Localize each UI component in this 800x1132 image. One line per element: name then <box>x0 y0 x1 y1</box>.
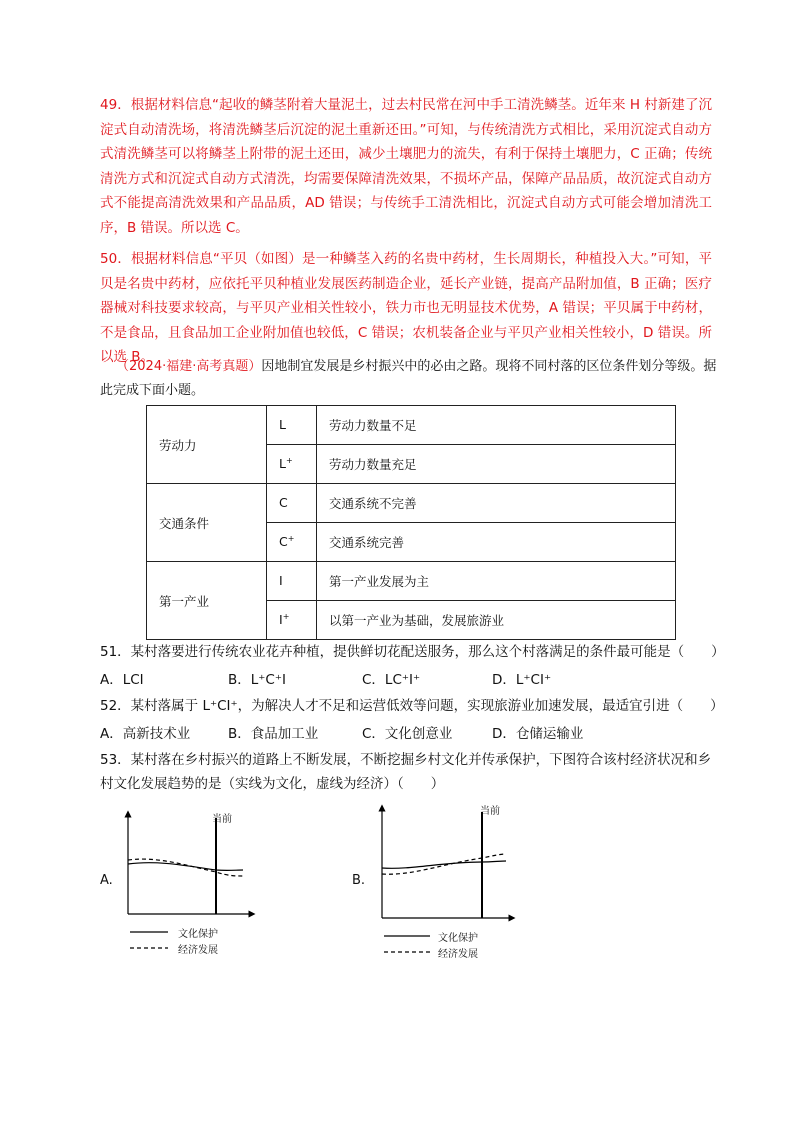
legend-economy: 经济发展 <box>178 945 218 956</box>
table-desc: 劳动力数量不足 <box>317 406 676 445</box>
legend-economy: 经济发展 <box>438 949 478 960</box>
table-category: 劳动力 <box>147 406 267 484</box>
figure-b-letter[interactable]: B. <box>352 873 366 888</box>
source-tag: （2024·福建·高考真题） <box>116 359 262 374</box>
question-intro <box>100 355 720 403</box>
table-category: 第一产业 <box>147 562 267 640</box>
question-51: 51．某村落要进行传统农业花卉种植，提供鲜切花配送服务，那么这个村落满足的条件最可能是（ ） <box>100 644 725 660</box>
economy-line <box>128 859 243 876</box>
answer-50: 50．根据材料信息“平贝（如图）是一种鳞茎入药的名贵中药材，生长周期长，种植投入大。”可知，平贝是名贵中药材，应依托平贝种植业发展医药制造企业，延长产业链，提高产品附加值，B 正确；医疗器械对科技要求较高，与平贝产业相关性较小，铁力市也无明显技术优势，A 错误；平贝属于中药材，不是食品，且食品加工企业附加值也较低，C 错误；农机装备企业与平贝产业相关性较小，D 错误。所以选 B。 <box>100 251 712 365</box>
table-desc: 交通系统完善 <box>317 523 676 562</box>
table-code: L+ <box>267 445 317 484</box>
legend-culture: 文化保护 <box>178 929 218 940</box>
option-b[interactable]: B．食品加工业 <box>228 726 319 742</box>
answer-49: 49．根据材料信息“起收的鳞茎附着大量泥土，过去村民常在河中手工清洗鳞茎。近年来 H 村新建了沉淀式自动清洗场，将清洗鳞茎后沉淀的泥土重新还田。”可知，与传统清洗方式相比，采用沉淀式自动方式清洗鳞茎可以将鳞茎上附带的泥土还田，减少土壤肥力的流失，有利于保持土壤肥力，C 正确；传统清洗方式和沉淀式自动方式清洗，均需要保障清洗效果，不损坏产品，保障产品品质，故沉淀式自动方式不能提高清洗效果和产品品质，AD 错误；与传统手工清洗相比，沉淀式自动方式可能会增加清洗工序，B 错误。所以选 C。 <box>100 97 712 236</box>
now-label: 当前 <box>480 806 500 817</box>
option-d[interactable]: D．仓储运输业 <box>492 726 584 742</box>
option-a[interactable]: A．高新技术业 <box>100 726 191 742</box>
q52-options <box>100 722 720 746</box>
figure-a[interactable] <box>118 808 258 958</box>
table-code: C <box>267 484 317 523</box>
question-52: 52．某村落属于 L⁺CI⁺，为解决人才不足和运营低效等问题，实现旅游业加速发展，最适宜引进（ ） <box>100 698 724 714</box>
now-label: 当前 <box>212 814 232 825</box>
option-d[interactable]: D．L⁺CI⁺ <box>492 672 552 688</box>
option-c[interactable]: C．LC⁺I⁺ <box>362 672 421 688</box>
question-53: 53．某村落在乡村振兴的道路上不断发展，不断挖掘乡村文化并传承保护，下图符合该村经济状况和乡村文化发展趋势的是（实线为文化，虚线为经济）（ ） <box>100 752 712 792</box>
legend-culture: 文化保护 <box>438 933 478 944</box>
option-a[interactable]: A．LCI <box>100 672 144 688</box>
q51-options <box>100 668 720 692</box>
figure-a-letter[interactable]: A. <box>100 873 113 888</box>
option-c[interactable]: C．文化创意业 <box>362 726 453 742</box>
table-code: C+ <box>267 523 317 562</box>
option-b[interactable]: B．L⁺C⁺I <box>228 672 286 688</box>
intro-text: 因地制宜发展是乡村振兴中的必由之路。现将不同村落的区位条件划分等级。据此完成下面小题。 <box>100 359 717 398</box>
condition-table <box>146 405 676 640</box>
culture-line <box>382 861 506 868</box>
table-desc: 劳动力数量充足 <box>317 445 676 484</box>
table-code: I+ <box>267 601 317 640</box>
table-desc: 交通系统不完善 <box>317 484 676 523</box>
table-code: L <box>267 406 317 445</box>
table-code: I <box>267 562 317 601</box>
figure-b[interactable] <box>372 802 517 958</box>
table-desc: 以第一产业为基础，发展旅游业 <box>317 601 676 640</box>
culture-line <box>128 863 243 871</box>
table-category: 交通条件 <box>147 484 267 562</box>
table-desc: 第一产业发展为主 <box>317 562 676 601</box>
